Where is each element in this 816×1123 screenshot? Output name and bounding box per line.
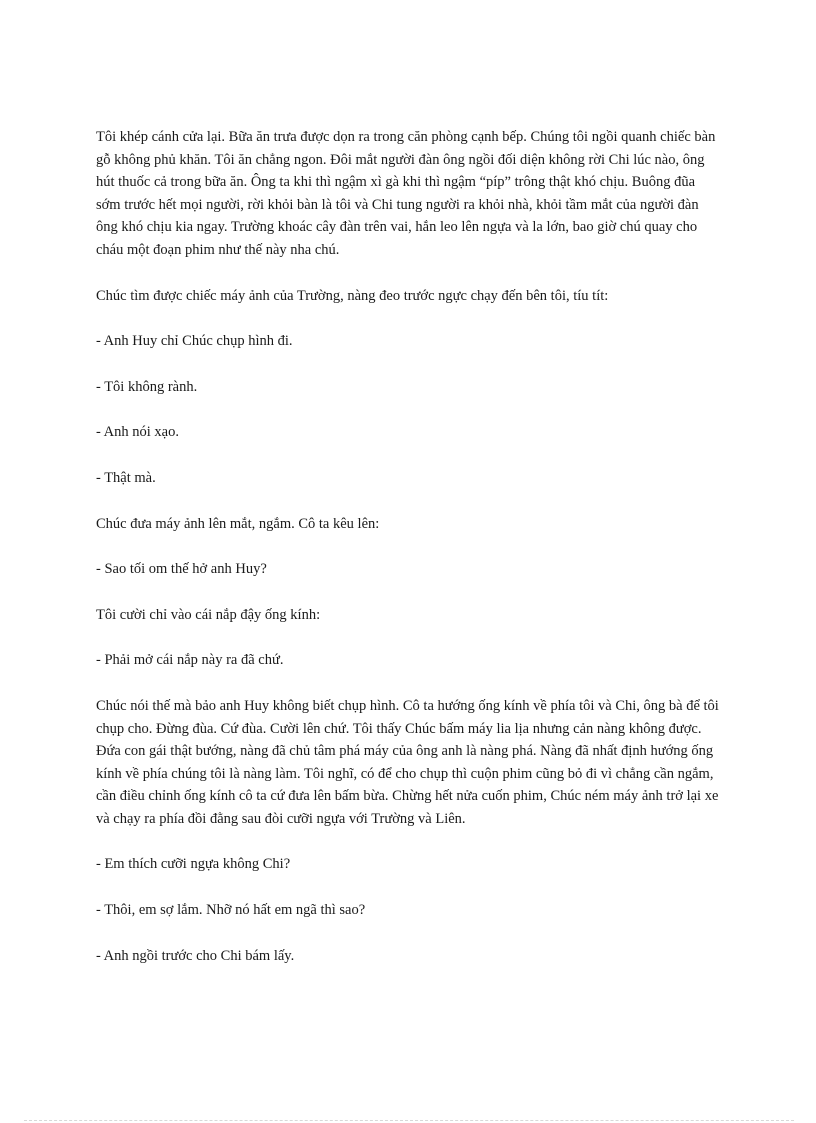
dialog-line-2: - Tôi không rành. bbox=[96, 378, 198, 395]
dialog-line-7: - Em thích cưỡi ngựa không Chi? bbox=[96, 856, 291, 873]
dialog-line-5: - Sao tối om thế hở anh Huy? bbox=[96, 561, 267, 578]
paragraph-2: Chúc tìm được chiếc máy ảnh của Trường, nàng đeo trước ngực chạy đến bên tôi, tíu tít: bbox=[96, 287, 609, 304]
paragraph-5: Chúc nói thế mà bảo anh Huy không biết chụp hình. Cô ta hướng ống kính về phía tôi và Chi, ông bà để tôi chụp cho. Đừng đùa. Cứ đùa. Cười lên chứ. Tôi thấy Chúc bấm máy lia lịa nhưng cản nàng không được. Đứa con gái thật bướng, nàng đã chủ tâm phá máy của ông anh là nàng phá. Nàng đã nhất định hướng ống kính về phía chúng tôi là nàng làm. Tôi nghĩ, có để cho chụp thì cuộn phim cũng bỏ đi vì chẳng cần ngắm, cần điều chỉnh ống kính cô ta cứ đưa lên bấm bừa. Chừng hết nửa cuốn phim, Chúc ném máy ảnh trở lại xe và chạy ra phía đồi đằng sau đòi cưỡi ngựa với Trường và Liên. bbox=[96, 697, 719, 827]
document-body bbox=[96, 126, 720, 990]
dialog-line-1: - Anh Huy chỉ Chúc chụp hình đi. bbox=[96, 333, 293, 350]
dialog-line-9: - Anh ngồi trước cho Chi bám lấy. bbox=[96, 947, 295, 964]
page-bottom-edge bbox=[24, 1120, 794, 1121]
paragraph-3: Chúc đưa máy ảnh lên mắt, ngắm. Cô ta kêu lên: bbox=[96, 515, 380, 532]
dialog-line-4: - Thật mà. bbox=[96, 469, 156, 486]
dialog-line-8: - Thôi, em sợ lắm. Nhỡ nó hất em ngã thì sao? bbox=[96, 902, 366, 919]
dialog-line-6: - Phải mở cái nắp này ra đã chứ. bbox=[96, 652, 284, 669]
dialog-line-3: - Anh nói xạo. bbox=[96, 424, 179, 441]
paragraph-1: Tôi khép cánh cửa lại. Bữa ăn trưa được dọn ra trong căn phòng cạnh bếp. Chúng tôi ngồi quanh chiếc bàn gỗ không phủ khăn. Tôi ăn chẳng ngon. Đôi mắt người đàn ông ngồi đối diện không rời Chi lúc nào, ông hút thuốc cả trong bữa ăn. Ông ta khi thì ngậm xì gà khi thì ngậm “píp” trông thật khó chịu. Buông đũa sớm trước hết mọi người, rời khỏi bàn là tôi và Chi tung người ra khỏi nhà, khỏi tầm mắt của người đàn ông khó chịu kia ngay. Trường khoác cây đàn trên vai, hắn leo lên ngựa và la lớn, bao giờ chú quay cho cháu một đoạn phim như thế này nha chú. bbox=[96, 129, 716, 258]
paragraph-4: Tôi cười chỉ vào cái nắp đậy ống kính: bbox=[96, 606, 321, 623]
